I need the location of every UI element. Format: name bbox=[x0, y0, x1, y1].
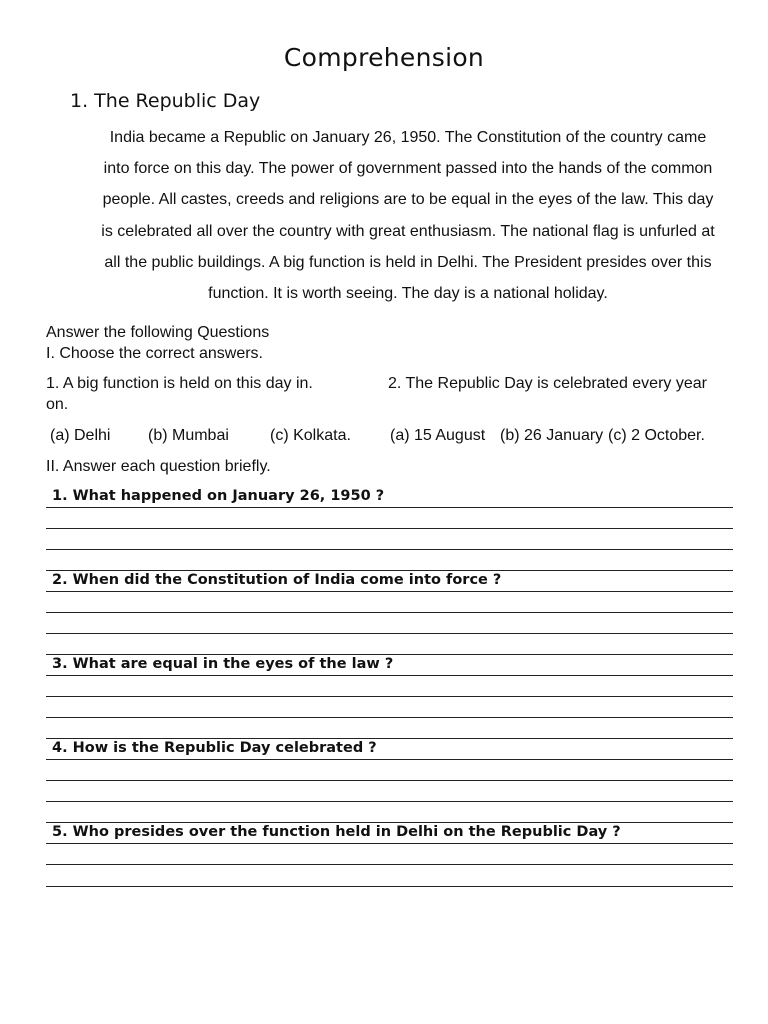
passage-line: into force on this day. The power of government passed into the hands of the common bbox=[103, 160, 713, 178]
mcq-question-2-continued: on. bbox=[46, 396, 69, 413]
answer-line[interactable] bbox=[46, 570, 733, 571]
answer-line[interactable] bbox=[46, 717, 733, 718]
short-question-2: 2. When did the Constitution of India come into force ? bbox=[52, 572, 502, 588]
q2-option-c: (c) 2 October. bbox=[608, 427, 705, 444]
answer-line[interactable] bbox=[46, 822, 733, 823]
answer-line[interactable] bbox=[46, 507, 733, 508]
passage-line: people. All castes, creeds and religions are to be equal in the eyes of the law. This day bbox=[102, 191, 714, 209]
answer-line[interactable] bbox=[46, 654, 733, 655]
short-question-4: 4. How is the Republic Day celebrated ? bbox=[52, 740, 377, 756]
part-two-heading: II. Answer each question briefly. bbox=[46, 458, 271, 475]
answer-line[interactable] bbox=[46, 801, 733, 802]
answer-line[interactable] bbox=[46, 633, 733, 634]
answer-line[interactable] bbox=[46, 780, 733, 781]
passage-line: all the public buildings. A big function is held in Delhi. The President presides over this bbox=[104, 253, 712, 271]
answer-line[interactable] bbox=[46, 738, 733, 739]
passage-line: India became a Republic on January 26, 1950. The Constitution of the country came bbox=[109, 129, 707, 146]
answer-line[interactable] bbox=[46, 696, 733, 697]
q2-option-a: (a) 15 August bbox=[390, 427, 486, 444]
mcq-question-2: 2. The Republic Day is celebrated every year bbox=[388, 375, 707, 392]
answer-line[interactable] bbox=[46, 843, 733, 844]
answer-line[interactable] bbox=[46, 549, 733, 550]
answer-line[interactable] bbox=[46, 675, 733, 676]
instructions-heading: Answer the following Questions bbox=[46, 324, 270, 341]
short-question-1: 1. What happened on January 26, 1950 ? bbox=[52, 488, 385, 504]
part-one-heading: I. Choose the correct answers. bbox=[46, 345, 263, 362]
answer-line[interactable] bbox=[46, 591, 733, 592]
q1-option-c: (c) Kolkata. bbox=[270, 427, 351, 444]
q1-option-b: (b) Mumbai bbox=[148, 427, 229, 444]
mcq-question-1: 1. A big function is held on this day in. bbox=[46, 375, 313, 392]
answer-line[interactable] bbox=[46, 759, 733, 760]
answer-line[interactable] bbox=[46, 528, 733, 529]
passage bbox=[90, 122, 726, 309]
page-title: Comprehension bbox=[283, 43, 485, 72]
passage-line: is celebrated all over the country with great enthusiasm. The national flag is unfurled at bbox=[101, 222, 715, 240]
short-question-3: 3. What are equal in the eyes of the law ? bbox=[52, 656, 394, 672]
section-title: 1. The Republic Day bbox=[70, 90, 261, 112]
q2-option-b: (b) 26 January bbox=[500, 427, 604, 444]
answer-line[interactable] bbox=[46, 886, 733, 887]
answer-line[interactable] bbox=[46, 612, 733, 613]
q1-option-a: (a) Delhi bbox=[50, 427, 111, 444]
passage-line: function. It is worth seeing. The day is a national holiday. bbox=[208, 285, 608, 303]
short-question-5: 5. Who presides over the function held in Delhi on the Republic Day ? bbox=[52, 824, 621, 840]
answer-line[interactable] bbox=[46, 864, 733, 865]
